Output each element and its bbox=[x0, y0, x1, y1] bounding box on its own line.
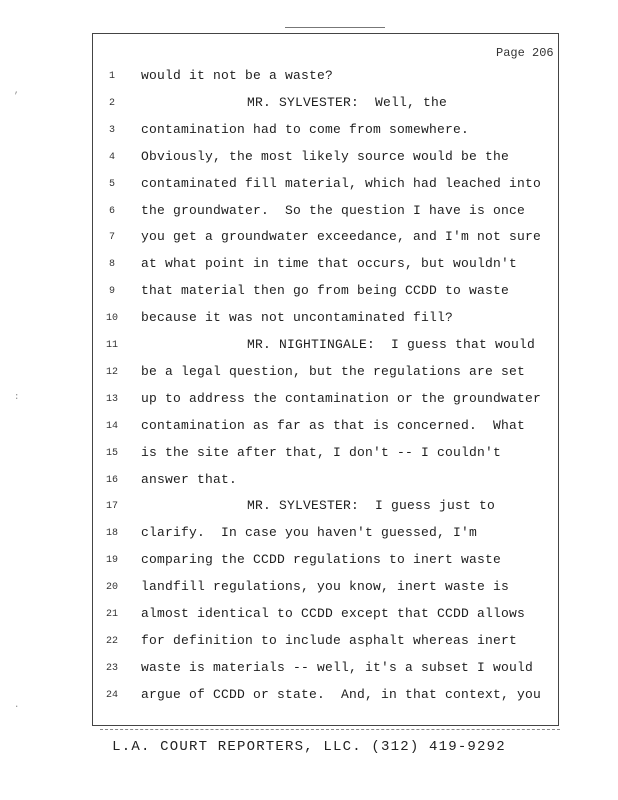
line-text: is the site after that, I don't -- I couldn't bbox=[141, 444, 502, 460]
transcript-line bbox=[0, 229, 618, 249]
line-text: clarify. In case you haven't guessed, I'm bbox=[141, 525, 478, 541]
transcript-line bbox=[0, 633, 618, 653]
line-text: up to address the contamination or the groundwater bbox=[141, 390, 542, 406]
line-text: almost identical to CCDD except that CCDD allows bbox=[141, 606, 526, 621]
line-text: because it was not uncontaminated fill? bbox=[141, 310, 454, 326]
line-number: 10 bbox=[105, 313, 118, 325]
transcript-line bbox=[0, 68, 618, 88]
court-reporter-footer: L.A. COURT REPORTERS, LLC. (312) 419-9292 bbox=[112, 739, 506, 755]
scan-speck: : bbox=[14, 392, 20, 402]
line-text: be a legal question, but the regulations are set bbox=[141, 363, 526, 379]
transcript-line bbox=[0, 579, 618, 599]
line-number: 21 bbox=[105, 609, 118, 620]
line-number: 18 bbox=[105, 528, 118, 540]
transcript-line bbox=[0, 525, 618, 545]
line-text: landfill regulations, you know, inert waste is bbox=[141, 579, 510, 595]
line-text: argue of CCDD or state. And, in that context, you bbox=[141, 686, 542, 702]
line-text: contamination as far as that is concerned. What bbox=[141, 417, 526, 433]
line-number: 3 bbox=[108, 124, 115, 136]
transcript-line bbox=[0, 364, 618, 384]
scan-speck: , bbox=[14, 86, 20, 96]
transcript-line bbox=[0, 660, 618, 680]
line-text: for definition to include asphalt whereas inert bbox=[141, 632, 518, 648]
transcript-line bbox=[0, 552, 618, 572]
transcript-line bbox=[0, 337, 618, 357]
line-text: comparing the CCDD regulations to inert waste bbox=[141, 552, 502, 568]
bottom-rule bbox=[100, 729, 560, 731]
transcript-line bbox=[0, 391, 618, 411]
line-number: 12 bbox=[105, 366, 118, 378]
line-text: at what point in time that occurs, but wouldn't bbox=[141, 256, 518, 272]
line-number: 7 bbox=[108, 232, 115, 244]
line-text: that material then go from being CCDD to waste bbox=[141, 283, 510, 299]
line-text: contamination had to come from somewhere. bbox=[141, 121, 470, 137]
transcript-line bbox=[0, 149, 618, 169]
line-number: 22 bbox=[105, 635, 118, 647]
line-number: 17 bbox=[105, 501, 118, 513]
transcript-line bbox=[0, 498, 618, 518]
line-text: would it not be a waste? bbox=[141, 68, 334, 83]
transcript-line bbox=[0, 203, 618, 223]
transcript-line bbox=[0, 418, 618, 438]
transcript-line bbox=[0, 176, 618, 196]
line-number: 5 bbox=[108, 178, 115, 190]
line-number: 23 bbox=[105, 662, 118, 674]
line-text: waste is materials -- well, it's a subset I would bbox=[141, 659, 534, 675]
line-number: 13 bbox=[105, 393, 118, 405]
line-number: 19 bbox=[105, 555, 118, 567]
transcript-line bbox=[0, 256, 618, 276]
transcript-line bbox=[0, 445, 618, 465]
top-rule bbox=[285, 27, 385, 28]
line-text: MR. SYLVESTER: Well, the bbox=[247, 94, 448, 110]
line-number: 6 bbox=[108, 205, 115, 217]
line-text: you get a groundwater exceedance, and I'm not sure bbox=[141, 229, 542, 245]
scan-speck: . bbox=[14, 700, 20, 710]
line-number: 1 bbox=[108, 71, 115, 82]
line-number: 16 bbox=[105, 474, 118, 486]
line-number: 11 bbox=[105, 340, 118, 351]
line-number: 15 bbox=[105, 447, 118, 459]
line-number: 8 bbox=[108, 259, 115, 271]
line-number: 20 bbox=[105, 582, 118, 594]
line-text: answer that. bbox=[141, 471, 238, 487]
line-text: contaminated fill material, which had leached into bbox=[141, 175, 542, 191]
line-number: 4 bbox=[108, 151, 115, 163]
line-text: Obviously, the most likely source would be the bbox=[141, 148, 510, 164]
line-number: 24 bbox=[105, 689, 118, 701]
line-number: 9 bbox=[108, 286, 115, 298]
transcript-line bbox=[0, 606, 618, 626]
line-number: 2 bbox=[108, 97, 115, 109]
line-number: 14 bbox=[105, 420, 118, 432]
line-text: MR. SYLVESTER: I guess just to bbox=[247, 498, 496, 514]
transcript-line bbox=[0, 122, 618, 142]
transcript-line bbox=[0, 310, 618, 330]
transcript-line bbox=[0, 283, 618, 303]
page-number: Page 206 bbox=[496, 46, 554, 60]
line-text: MR. NIGHTINGALE: I guess that would bbox=[247, 337, 536, 352]
transcript-line bbox=[0, 472, 618, 492]
transcript-line bbox=[0, 687, 618, 707]
transcript-line bbox=[0, 95, 618, 115]
line-text: the groundwater. So the question I have is once bbox=[141, 202, 526, 218]
